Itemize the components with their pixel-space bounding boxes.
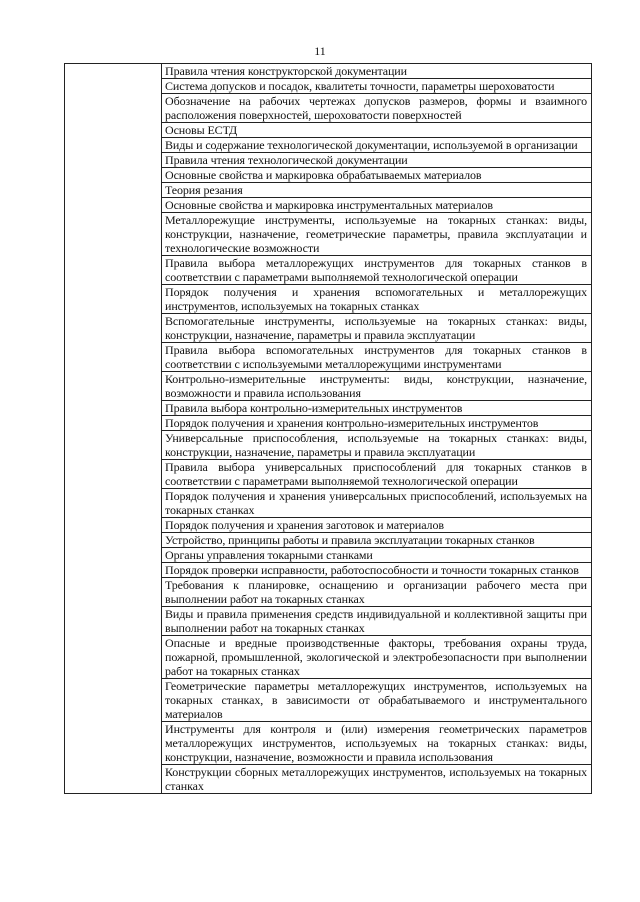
table-cell bbox=[162, 578, 592, 607]
table-cell bbox=[162, 198, 592, 213]
table-cell bbox=[162, 416, 592, 431]
table-cell bbox=[162, 533, 592, 548]
cell-text: Опасные и вредные производственные факторы, требования охраны труда, пожарной, промышленной, экологической и электробезопасности при выполнении работ на токарных станках bbox=[165, 636, 587, 678]
table-cell bbox=[162, 64, 592, 79]
table-row bbox=[65, 64, 592, 79]
table-cell bbox=[162, 183, 592, 198]
cell-text: Инструменты для контроля и (или) измерения геометрических параметров металлорежущих инструментов, используемых на токарных станках: виды, конструкции, назначение, возможности и правила использования bbox=[165, 722, 587, 764]
table-cell bbox=[162, 607, 592, 636]
cell-text: Требования к планировке, оснащению и организации рабочего места при выполнении работ на токарных станках bbox=[165, 578, 587, 606]
table-cell bbox=[162, 123, 592, 138]
cell-text: Геометрические параметры металлорежущих инструментов, используемых на токарных станках, в зависимости от обрабатываемого и инструментального материалов bbox=[165, 679, 587, 721]
cell-text: Правила выбора универсальных приспособлений для токарных станков в соответствии с параметрами выполняемой технологической операции bbox=[165, 460, 587, 488]
page-number: 11 bbox=[314, 44, 326, 58]
table-cell bbox=[162, 548, 592, 563]
table-cell bbox=[162, 213, 592, 256]
table-cell bbox=[162, 636, 592, 679]
cell-text: Правила выбора металлорежущих инструментов для токарных станков в соответствии с параметрами выполняемой технологической операции bbox=[165, 256, 587, 284]
cell-text: Основы ЕСТД bbox=[165, 123, 238, 137]
table-cell bbox=[162, 722, 592, 765]
left-column-cell bbox=[65, 64, 162, 794]
cell-text: Порядок проверки исправности, работоспособности и точности токарных станков bbox=[165, 563, 579, 577]
table-cell bbox=[162, 153, 592, 168]
cell-text: Правила выбора вспомогательных инструментов для токарных станков в соответствии с используемыми металлорежущими инструментами bbox=[165, 343, 587, 371]
cell-text: Правила чтения конструкторской документации bbox=[165, 64, 407, 78]
cell-text: Правила чтения технологической документации bbox=[165, 153, 408, 167]
table-cell bbox=[162, 79, 592, 94]
table-cell bbox=[162, 460, 592, 489]
table-cell bbox=[162, 168, 592, 183]
cell-text: Основные свойства и маркировка инструментальных материалов bbox=[165, 198, 493, 212]
cell-text: Порядок получения и хранения универсальных приспособлений, используемых на токарных станках bbox=[165, 489, 587, 517]
table-cell bbox=[162, 518, 592, 533]
table-cell bbox=[162, 314, 592, 343]
table-cell bbox=[162, 679, 592, 722]
table-cell bbox=[162, 372, 592, 401]
table-cell bbox=[162, 256, 592, 285]
table-cell bbox=[162, 489, 592, 518]
cell-text: Обозначение на рабочих чертежах допусков размеров, формы и взаимного расположения поверхностей, шероховатости поверхностей bbox=[165, 94, 587, 122]
table-cell bbox=[162, 94, 592, 123]
table-cell bbox=[162, 563, 592, 578]
cell-text: Вспомогательные инструменты, используемые на токарных станках: виды, конструкции, назначение, параметры и правила эксплуатации bbox=[165, 314, 587, 342]
table-cell bbox=[162, 431, 592, 460]
cell-text: Теория резания bbox=[165, 183, 243, 197]
cell-text: Устройство, принципы работы и правила эксплуатации токарных станков bbox=[165, 533, 535, 547]
cell-text: Виды и содержание технологической документации, используемой в организации bbox=[165, 138, 578, 152]
table-body bbox=[65, 64, 592, 794]
table-cell bbox=[162, 285, 592, 314]
cell-text: Металлорежущие инструменты, используемые на токарных станках: виды, конструкции, назначение, геометрические параметры, правила эксплуатации и технологические возможности bbox=[165, 213, 587, 255]
table-cell bbox=[162, 401, 592, 416]
cell-text: Органы управления токарными станками bbox=[165, 548, 373, 562]
cell-text: Контрольно-измерительные инструменты: виды, конструкции, назначение, возможности и правила использования bbox=[165, 372, 587, 400]
cell-text: Порядок получения и хранения вспомогательных и металлорежущих инструментов, используемых на токарных станках bbox=[165, 285, 587, 313]
cell-text: Виды и правила применения средств индивидуальной и коллективной защиты при выполнении работ на токарных станках bbox=[165, 607, 587, 635]
cell-text: Универсальные приспособления, используемые на токарных станках: виды, конструкции, назначение, параметры и правила эксплуатации bbox=[165, 431, 587, 459]
cell-text: Конструкции сборных металлорежущих инструментов, используемых на токарных станках bbox=[165, 765, 587, 793]
cell-text: Порядок получения и хранения контрольно-измерительных инструментов bbox=[165, 416, 539, 430]
cell-text: Система допусков и посадок, квалитеты точности, параметры шероховатости bbox=[165, 79, 555, 93]
cell-text: Основные свойства и маркировка обрабатываемых материалов bbox=[165, 168, 482, 182]
table-cell bbox=[162, 765, 592, 794]
table-cell bbox=[162, 343, 592, 372]
table-cell bbox=[162, 138, 592, 153]
cell-text: Правила выбора контрольно-измерительных инструментов bbox=[165, 401, 463, 415]
cell-text: Порядок получения и хранения заготовок и материалов bbox=[165, 518, 444, 532]
knowledge-table bbox=[64, 63, 592, 794]
